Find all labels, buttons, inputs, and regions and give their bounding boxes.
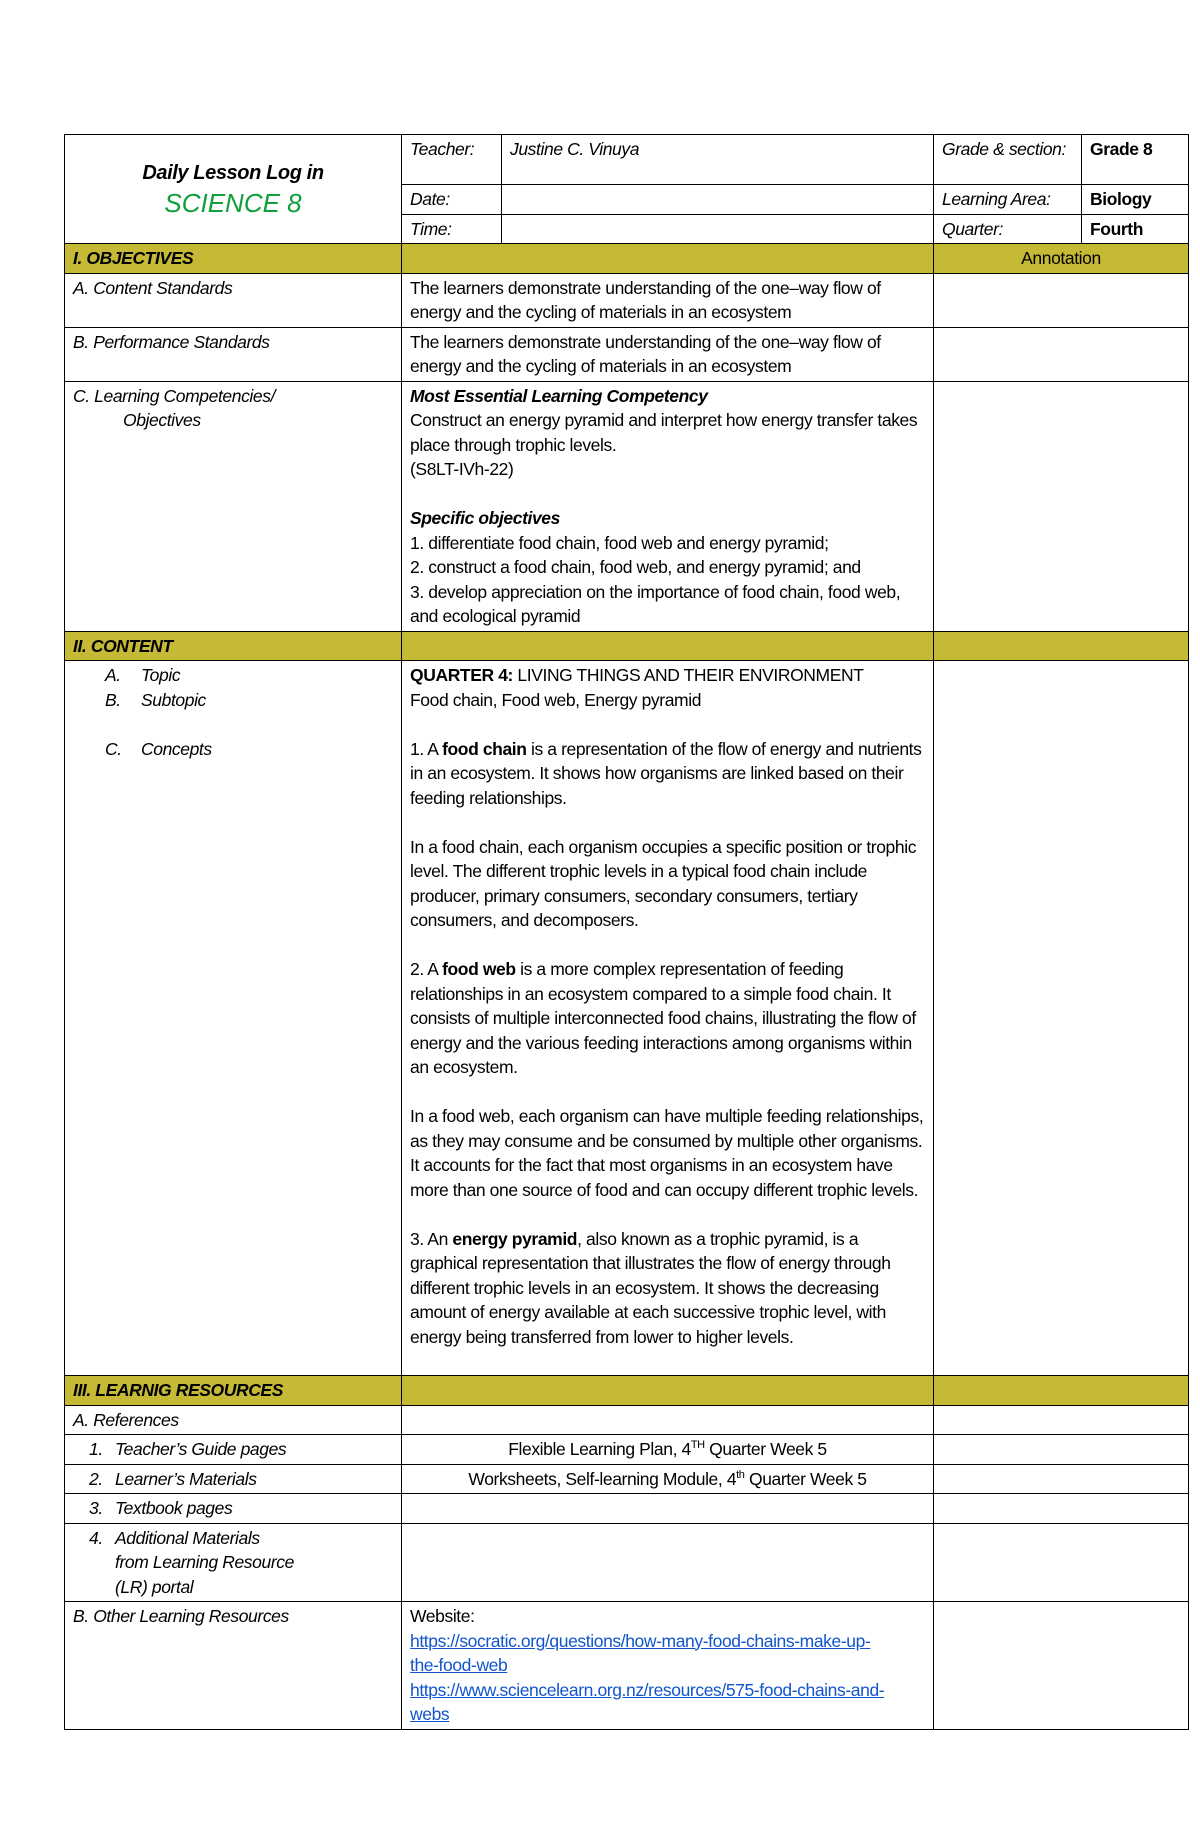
additional-materials-label: 4. Additional Materials from Learning Resource (LR) portal	[65, 1523, 402, 1602]
objectives-heading: I. OBJECTIVES	[65, 244, 402, 274]
objectives-heading-blank	[402, 244, 934, 274]
time-label: Time:	[402, 214, 502, 244]
other-resources-annotation	[934, 1602, 1189, 1730]
specific-objective-1: 1. differentiate food chain, food web and energy pyramid;	[410, 532, 829, 553]
concept-food-chain-detail: In a food chain, each organism occupies a specific position or trophic level. The different trophic levels in a typical food chain include producer, primary consumers, secondary consumers, tertiary consumers, and decomposers.	[410, 836, 917, 930]
content-heading-blank	[402, 631, 934, 661]
references-value	[402, 1405, 934, 1435]
textbook-pages-label: 3. Textbook pages	[65, 1494, 402, 1524]
additional-materials-value	[402, 1523, 934, 1602]
resources-heading-annotation	[934, 1376, 1189, 1406]
competencies-text	[402, 381, 934, 631]
topic-label: A. Topic	[105, 665, 181, 685]
learners-materials-label: 2. Learner’s Materials	[65, 1464, 402, 1494]
textbook-pages-value	[402, 1494, 934, 1524]
content-standards-label: A. Content Standards	[65, 273, 402, 327]
other-resources-value	[402, 1602, 934, 1730]
references-annotation	[934, 1405, 1189, 1435]
references-label: A. References	[65, 1405, 402, 1435]
title-block	[65, 135, 402, 244]
additional-materials-annotation	[934, 1523, 1189, 1602]
teachers-guide-annotation	[934, 1435, 1189, 1465]
title-line-1: Daily Lesson Log in	[142, 162, 324, 184]
competencies-label-line2: Objectives	[123, 410, 201, 430]
other-resources-label: B. Other Learning Resources	[65, 1602, 402, 1730]
learners-materials-value: Worksheets, Self-learning Module, 4th Quarter Week 5	[402, 1464, 934, 1494]
teacher-value: Justine C. Vinuya	[502, 135, 934, 185]
concepts-label: C. Concepts	[105, 738, 212, 759]
date-label: Date:	[402, 185, 502, 215]
resources-heading: III. LEARNIG RESOURCES	[65, 1376, 402, 1406]
content-heading: II. CONTENT	[65, 631, 402, 661]
concept-energy-pyramid: 3. An energy pyramid, also known as a trophic pyramid, is a graphical representation that illustrates the flow of energy through different trophic levels in an ecosystem. It shows the decreasing amount of energy available at each successive trophic level, with energy being transferred from lower to higher levels.	[410, 1228, 891, 1347]
area-value: Biology	[1082, 185, 1189, 215]
content-standards-text: The learners demonstrate understanding of the one–way flow of energy and the cycling of materials in an ecosystem	[402, 273, 934, 327]
competencies-annotation	[934, 381, 1189, 631]
sciencelearn-link[interactable]: https://www.sciencelearn.org.nz/resources/575-food-chains-and- webs	[410, 1679, 885, 1724]
concept-food-chain: 1. A food chain is a representation of the flow of energy and nutrients in an ecosystem. It shows how organisms are linked based on their feeding relationships.	[410, 738, 922, 808]
teacher-label: Teacher:	[402, 135, 502, 185]
teachers-guide-value: Flexible Learning Plan, 4TH Quarter Week 5	[402, 1435, 934, 1465]
socratic-link[interactable]: https://socratic.org/questions/how-many-food-chains-make-up- the-food-web	[410, 1630, 871, 1675]
area-label: Learning Area:	[934, 185, 1082, 215]
lesson-log-page	[64, 134, 1188, 1730]
time-value	[502, 214, 934, 244]
textbook-pages-annotation	[934, 1494, 1189, 1524]
content-text	[402, 661, 934, 1376]
concept-food-web: 2. A food web is a more complex representation of feeding relationships in an ecosystem compared to a simple food chain. It consists of multiple interconnected food chains, illustrating the flow of energy and the various feeding interactions among organisms within an ecosystem.	[410, 959, 916, 1077]
specific-objective-3: 3. develop appreciation on the importance of food chain, food web, and ecological pyramid	[410, 581, 901, 626]
content-standards-annotation	[934, 273, 1189, 327]
annotation-heading: Annotation	[934, 244, 1189, 274]
subtopic-text: Food chain, Food web, Energy pyramid	[410, 689, 702, 710]
performance-standards-text: The learners demonstrate understanding of the one–way flow of energy and the cycling of materials in an ecosystem	[402, 327, 934, 381]
performance-standards-label: B. Performance Standards	[65, 327, 402, 381]
content-annotation	[934, 661, 1189, 1376]
website-label: Website:	[410, 1606, 475, 1626]
concept-food-web-detail: In a food web, each organism can have multiple feeding relationships, as they may consume and be consumed by multiple other organisms. It accounts for the fact that most organisms in an ecosystem have more than one source of food and can occupy different trophic levels.	[410, 1106, 924, 1200]
teachers-guide-label: 1. Teacher’s Guide pages	[65, 1435, 402, 1465]
specific-objective-2: 2. construct a food chain, food web, and energy pyramid; and	[410, 557, 861, 577]
quarter-value: Fourth	[1082, 214, 1189, 244]
melc-heading: Most Essential Learning Competency	[410, 385, 708, 406]
subtopic-label: B. Subtopic	[105, 689, 206, 710]
title-line-2: SCIENCE 8	[164, 188, 302, 218]
quarter-topic: QUARTER 4: LIVING THINGS AND THEIR ENVIRONMENT	[410, 665, 864, 685]
competencies-label	[65, 381, 402, 631]
performance-standards-annotation	[934, 327, 1189, 381]
content-heading-annotation	[934, 631, 1189, 661]
competencies-label-line1: C. Learning Competencies/	[73, 385, 276, 406]
learners-materials-annotation	[934, 1464, 1189, 1494]
resources-heading-blank	[402, 1376, 934, 1406]
melc-code: (S8LT-IVh-22)	[410, 459, 514, 479]
grade-value: Grade 8	[1082, 135, 1189, 185]
quarter-label: Quarter:	[934, 214, 1082, 244]
date-value	[502, 185, 934, 215]
lesson-log-table	[64, 134, 1189, 1730]
specific-objectives-heading: Specific objectives	[410, 508, 560, 528]
content-labels	[65, 661, 402, 1376]
grade-label: Grade & section:	[934, 135, 1082, 185]
melc-text: Construct an energy pyramid and interpret how energy transfer takes place through trophic levels.	[410, 410, 918, 455]
